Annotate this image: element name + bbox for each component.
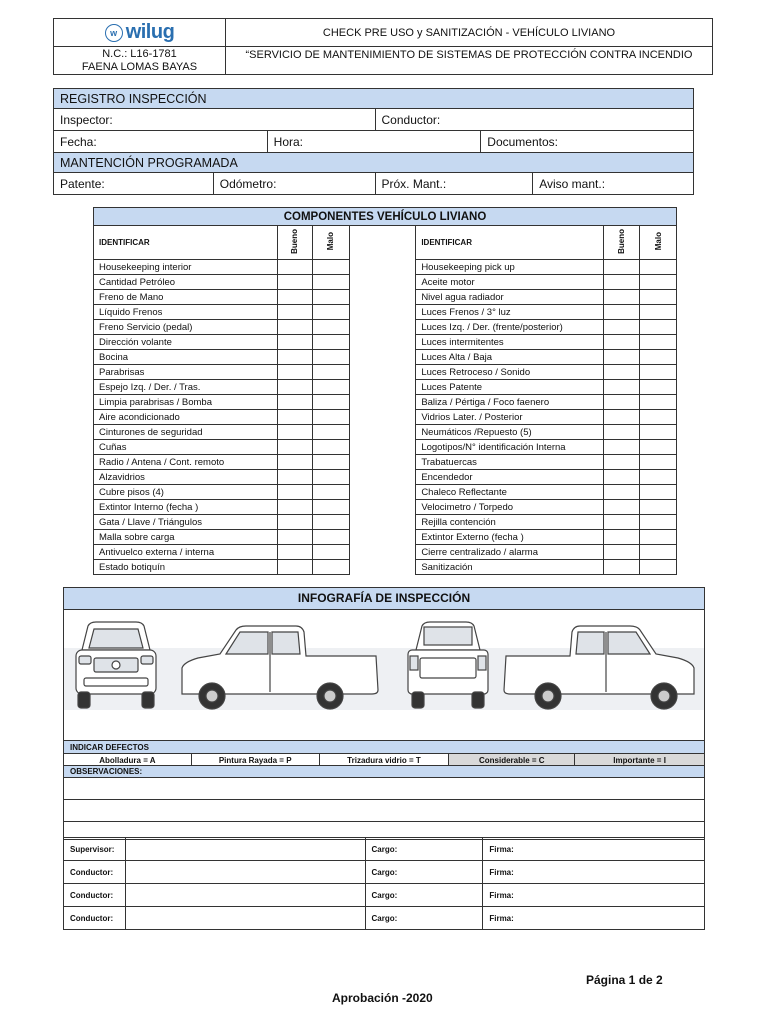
component-label-right: Luces Frenos / 3° luz xyxy=(416,305,604,320)
infografia-panel xyxy=(63,587,705,741)
malo-check-right[interactable] xyxy=(640,305,677,320)
firma-name-field[interactable] xyxy=(125,907,365,930)
component-label-left: Dirección volante xyxy=(94,335,278,350)
firma-row xyxy=(64,861,705,884)
malo-check-right[interactable] xyxy=(640,350,677,365)
component-label-right: Chaleco Reflectante xyxy=(416,485,604,500)
component-row xyxy=(94,440,677,455)
column-gap xyxy=(349,350,416,365)
firma-row xyxy=(64,838,705,861)
column-gap xyxy=(349,500,416,515)
component-label-right: Encendedor xyxy=(416,470,604,485)
component-label-left: Cubre pisos (4) xyxy=(94,485,278,500)
column-gap xyxy=(349,515,416,530)
defecto-importante: Importante = I xyxy=(575,754,705,767)
component-row xyxy=(94,515,677,530)
registro-table xyxy=(53,88,694,195)
malo-check-left[interactable] xyxy=(312,455,349,470)
logo-text: wilug xyxy=(125,21,175,43)
defecto-considerable: Considerable = C xyxy=(449,754,575,767)
component-label-right: Luces Patente xyxy=(416,380,604,395)
component-label-right: Nivel agua radiador xyxy=(416,290,604,305)
malo-check-left[interactable] xyxy=(312,410,349,425)
col-malo-left-label: Malo xyxy=(326,232,336,251)
malo-check-left[interactable] xyxy=(312,515,349,530)
component-label-right: Rejilla contención xyxy=(416,515,604,530)
cargo-field[interactable]: Cargo: xyxy=(365,861,483,884)
bueno-check-left[interactable] xyxy=(277,350,312,365)
bueno-check-left[interactable] xyxy=(277,440,312,455)
component-label-right: Vidrios Later. / Posterior xyxy=(416,410,604,425)
malo-check-left[interactable] xyxy=(312,365,349,380)
firma-name-field[interactable] xyxy=(125,861,365,884)
column-gap xyxy=(349,410,416,425)
malo-check-right[interactable] xyxy=(640,530,677,545)
observaciones-title: OBSERVACIONES: xyxy=(64,766,705,778)
firmas-table xyxy=(63,837,705,930)
component-label-left: Parabrisas xyxy=(94,365,278,380)
malo-check-right[interactable] xyxy=(640,365,677,380)
col-malo-left xyxy=(312,226,349,260)
component-row xyxy=(94,485,677,500)
component-row xyxy=(94,260,677,275)
malo-check-left[interactable] xyxy=(312,275,349,290)
col-bueno-left-label: Bueno xyxy=(290,229,300,254)
component-row xyxy=(94,290,677,305)
firma-role-label: Conductor: xyxy=(64,907,126,930)
defecto-pintura: Pintura Rayada = P xyxy=(191,754,319,767)
component-label-left: Estado botiquín xyxy=(94,560,278,575)
bueno-check-left[interactable] xyxy=(277,290,312,305)
column-gap xyxy=(349,275,416,290)
bueno-check-right[interactable] xyxy=(604,470,640,485)
malo-check-left[interactable] xyxy=(312,395,349,410)
bueno-check-left[interactable] xyxy=(277,260,312,275)
malo-check-left[interactable] xyxy=(312,350,349,365)
component-label-left: Cuñas xyxy=(94,440,278,455)
firma-row xyxy=(64,907,705,930)
document-header xyxy=(53,18,713,75)
faena-name: FAENA LOMAS BAYAS xyxy=(81,60,198,73)
firma-field[interactable]: Firma: xyxy=(483,907,705,930)
column-gap xyxy=(349,545,416,560)
service-subtitle: “SERVICIO DE MANTENIMIENTO DE SISTEMAS DE PROTECCIÓN CONTRA INCENDIO xyxy=(226,47,713,75)
component-label-right: Neumáticos /Repuesto (5) xyxy=(416,425,604,440)
component-row xyxy=(94,425,677,440)
component-label-left: Housekeeping interior xyxy=(94,260,278,275)
component-label-right: Baliza / Pértiga / Foco faenero xyxy=(416,395,604,410)
malo-check-right[interactable] xyxy=(640,500,677,515)
cargo-field[interactable]: Cargo: xyxy=(365,907,483,930)
logo-cell xyxy=(54,19,226,47)
malo-check-right[interactable] xyxy=(640,440,677,455)
firma-role-label: Conductor: xyxy=(64,861,126,884)
aviso-mant-field[interactable]: Aviso mant.: xyxy=(533,173,694,195)
vehicle-diagram xyxy=(64,610,704,740)
malo-check-left[interactable] xyxy=(312,260,349,275)
component-label-left: Extintor Interno (fecha ) xyxy=(94,500,278,515)
component-label-right: Aceite motor xyxy=(416,275,604,290)
column-gap xyxy=(349,455,416,470)
bueno-check-right[interactable] xyxy=(604,410,640,425)
bueno-check-left[interactable] xyxy=(277,530,312,545)
firma-role-label: Supervisor: xyxy=(64,838,126,861)
bueno-check-right[interactable] xyxy=(604,290,640,305)
component-row xyxy=(94,500,677,515)
malo-check-right[interactable] xyxy=(640,335,677,350)
prox-mant-field[interactable]: Próx. Mant.: xyxy=(375,173,533,195)
component-label-left: Malla sobre carga xyxy=(94,530,278,545)
company-logo xyxy=(54,21,225,44)
bueno-check-left[interactable] xyxy=(277,305,312,320)
component-row xyxy=(94,560,677,575)
bueno-check-left[interactable] xyxy=(277,560,312,575)
observaciones-table xyxy=(63,765,705,840)
form-title: CHECK PRE USO y SANITIZACIÓN - VEHÍCULO LIVIANO xyxy=(226,19,713,47)
logo-mark-icon: w xyxy=(105,24,123,42)
malo-check-left[interactable] xyxy=(312,290,349,305)
column-gap xyxy=(349,530,416,545)
component-row xyxy=(94,335,677,350)
component-row xyxy=(94,470,677,485)
component-label-right: Velocimetro / Torpedo xyxy=(416,500,604,515)
component-label-left: Líquido Frenos xyxy=(94,305,278,320)
bueno-check-left[interactable] xyxy=(277,395,312,410)
column-gap xyxy=(349,425,416,440)
column-gap xyxy=(349,365,416,380)
firma-field[interactable]: Firma: xyxy=(483,884,705,907)
malo-check-right[interactable] xyxy=(640,560,677,575)
malo-check-right[interactable] xyxy=(640,260,677,275)
component-row xyxy=(94,410,677,425)
col-bueno-left xyxy=(277,226,312,260)
bueno-check-right[interactable] xyxy=(604,515,640,530)
malo-check-left[interactable] xyxy=(312,560,349,575)
malo-check-right[interactable] xyxy=(640,545,677,560)
bueno-check-right[interactable] xyxy=(604,305,640,320)
component-row xyxy=(94,380,677,395)
nc-code: N.C.: L16-1781 xyxy=(102,47,177,60)
component-label-left: Cantidad Petróleo xyxy=(94,275,278,290)
col-bueno-right-label: Bueno xyxy=(617,229,627,254)
bueno-check-right[interactable] xyxy=(604,260,640,275)
malo-check-left[interactable] xyxy=(312,380,349,395)
bueno-check-right[interactable] xyxy=(604,560,640,575)
malo-check-left[interactable] xyxy=(312,440,349,455)
bueno-check-right[interactable] xyxy=(604,275,640,290)
component-row xyxy=(94,545,677,560)
component-label-left: Freno Servicio (pedal) xyxy=(94,320,278,335)
malo-check-right[interactable] xyxy=(640,455,677,470)
malo-check-right[interactable] xyxy=(640,380,677,395)
column-gap xyxy=(349,335,416,350)
column-gap xyxy=(349,305,416,320)
bueno-check-right[interactable] xyxy=(604,500,640,515)
defectos-title: INDICAR DEFECTOS xyxy=(64,741,705,754)
component-label-left: Limpia parabrisas / Bomba xyxy=(94,395,278,410)
approval-year: Aprobación -2020 xyxy=(332,991,433,1005)
documentos-field[interactable]: Documentos: xyxy=(481,131,694,153)
component-label-left: Radio / Antena / Cont. remoto xyxy=(94,455,278,470)
malo-check-right[interactable] xyxy=(640,395,677,410)
firma-row xyxy=(64,884,705,907)
bueno-check-right[interactable] xyxy=(604,425,640,440)
bueno-check-right[interactable] xyxy=(604,365,640,380)
firma-field[interactable]: Firma: xyxy=(483,861,705,884)
component-label-left: Bocina xyxy=(94,350,278,365)
malo-check-left[interactable] xyxy=(312,500,349,515)
bueno-check-left[interactable] xyxy=(277,320,312,335)
malo-check-left[interactable] xyxy=(312,470,349,485)
firma-name-field[interactable] xyxy=(125,838,365,861)
cargo-field[interactable]: Cargo: xyxy=(365,838,483,861)
malo-check-right[interactable] xyxy=(640,425,677,440)
malo-check-right[interactable] xyxy=(640,410,677,425)
fecha-field[interactable]: Fecha: xyxy=(54,131,268,153)
component-row xyxy=(94,350,677,365)
component-label-left: Antivuelco externa / interna xyxy=(94,545,278,560)
malo-check-left[interactable] xyxy=(312,305,349,320)
component-row xyxy=(94,395,677,410)
column-gap xyxy=(349,226,416,260)
column-gap xyxy=(349,320,416,335)
malo-check-left[interactable] xyxy=(312,425,349,440)
bueno-check-right[interactable] xyxy=(604,395,640,410)
component-label-right: Housekeeping pick up xyxy=(416,260,604,275)
component-label-left: Espejo Izq. / Der. / Tras. xyxy=(94,380,278,395)
column-gap xyxy=(349,440,416,455)
nc-faena-cell xyxy=(54,47,226,75)
malo-check-right[interactable] xyxy=(640,470,677,485)
malo-check-left[interactable] xyxy=(312,485,349,500)
malo-check-right[interactable] xyxy=(640,320,677,335)
malo-check-right[interactable] xyxy=(640,515,677,530)
component-label-right: Sanitización xyxy=(416,560,604,575)
registro-title: REGISTRO INSPECCIÓN xyxy=(54,89,694,109)
component-label-left: Freno de Mano xyxy=(94,290,278,305)
component-label-right: Cierre centralizado / alarma xyxy=(416,545,604,560)
componentes-table xyxy=(93,207,677,575)
bueno-check-right[interactable] xyxy=(604,545,640,560)
component-label-right: Luces Izq. / Der. (frente/posterior) xyxy=(416,320,604,335)
component-label-left: Alzavidrios xyxy=(94,470,278,485)
column-gap xyxy=(349,560,416,575)
defecto-trizadura: Trizadura vidrio = T xyxy=(319,754,449,767)
bueno-check-left[interactable] xyxy=(277,515,312,530)
conductor-field[interactable]: Conductor: xyxy=(375,109,694,131)
component-row xyxy=(94,455,677,470)
observaciones-line[interactable] xyxy=(64,800,705,822)
malo-check-left[interactable] xyxy=(312,335,349,350)
mantencion-title: MANTENCIÓN PROGRAMADA xyxy=(54,153,694,173)
bueno-check-right[interactable] xyxy=(604,485,640,500)
defectos-table xyxy=(63,740,705,767)
bueno-check-left[interactable] xyxy=(277,545,312,560)
column-gap xyxy=(349,380,416,395)
column-gap xyxy=(349,470,416,485)
malo-check-left[interactable] xyxy=(312,320,349,335)
bueno-check-right[interactable] xyxy=(604,335,640,350)
column-gap xyxy=(349,395,416,410)
infografia-title: INFOGRAFÍA DE INSPECCIÓN xyxy=(64,588,704,610)
bueno-check-left[interactable] xyxy=(277,485,312,500)
bueno-check-right[interactable] xyxy=(604,320,640,335)
bueno-check-right[interactable] xyxy=(604,530,640,545)
page-number: Página 1 de 2 xyxy=(586,973,663,987)
bueno-check-right[interactable] xyxy=(604,440,640,455)
column-gap xyxy=(349,260,416,275)
component-row xyxy=(94,365,677,380)
firma-field[interactable]: Firma: xyxy=(483,838,705,861)
col-malo-right-label: Malo xyxy=(653,232,663,251)
malo-check-right[interactable] xyxy=(640,275,677,290)
column-gap xyxy=(349,485,416,500)
defecto-abolladura: Abolladura = A xyxy=(64,754,192,767)
column-gap xyxy=(349,290,416,305)
bueno-check-right[interactable] xyxy=(604,350,640,365)
bueno-check-left[interactable] xyxy=(277,335,312,350)
component-row xyxy=(94,320,677,335)
component-label-left: Aire acondicionado xyxy=(94,410,278,425)
bueno-check-left[interactable] xyxy=(277,500,312,515)
component-label-right: Luces Retroceso / Sonido xyxy=(416,365,604,380)
bueno-check-left[interactable] xyxy=(277,410,312,425)
bueno-check-right[interactable] xyxy=(604,455,640,470)
component-label-right: Logotipos/N° identificación Interna xyxy=(416,440,604,455)
component-row xyxy=(94,305,677,320)
malo-check-right[interactable] xyxy=(640,290,677,305)
inspector-field[interactable]: Inspector: xyxy=(54,109,376,131)
firma-role-label: Conductor: xyxy=(64,884,126,907)
component-row xyxy=(94,275,677,290)
observaciones-line[interactable] xyxy=(64,778,705,800)
firma-name-field[interactable] xyxy=(125,884,365,907)
malo-check-left[interactable] xyxy=(312,545,349,560)
bueno-check-left[interactable] xyxy=(277,425,312,440)
component-label-right: Luces intermitentes xyxy=(416,335,604,350)
component-label-left: Gata / Llave / Triángulos xyxy=(94,515,278,530)
bueno-check-left[interactable] xyxy=(277,455,312,470)
bueno-check-left[interactable] xyxy=(277,470,312,485)
bueno-check-left[interactable] xyxy=(277,380,312,395)
malo-check-left[interactable] xyxy=(312,530,349,545)
bueno-check-right[interactable] xyxy=(604,380,640,395)
cargo-field[interactable]: Cargo: xyxy=(365,884,483,907)
col-identificar-left: IDENTIFICAR xyxy=(94,226,278,260)
component-label-right: Luces Alta / Baja xyxy=(416,350,604,365)
malo-check-right[interactable] xyxy=(640,485,677,500)
patente-field[interactable]: Patente: xyxy=(54,173,214,195)
componentes-title: COMPONENTES VEHÍCULO LIVIANO xyxy=(94,208,677,226)
bueno-check-left[interactable] xyxy=(277,275,312,290)
component-label-left: Cinturones de seguridad xyxy=(94,425,278,440)
col-identificar-right: IDENTIFICAR xyxy=(416,226,604,260)
col-malo-right xyxy=(640,226,677,260)
hora-field[interactable]: Hora: xyxy=(267,131,481,153)
component-label-right: Trabatuercas xyxy=(416,455,604,470)
component-row xyxy=(94,530,677,545)
bueno-check-left[interactable] xyxy=(277,365,312,380)
component-label-right: Extintor Externo (fecha ) xyxy=(416,530,604,545)
odometro-field[interactable]: Odómetro: xyxy=(213,173,375,195)
col-bueno-right xyxy=(604,226,640,260)
